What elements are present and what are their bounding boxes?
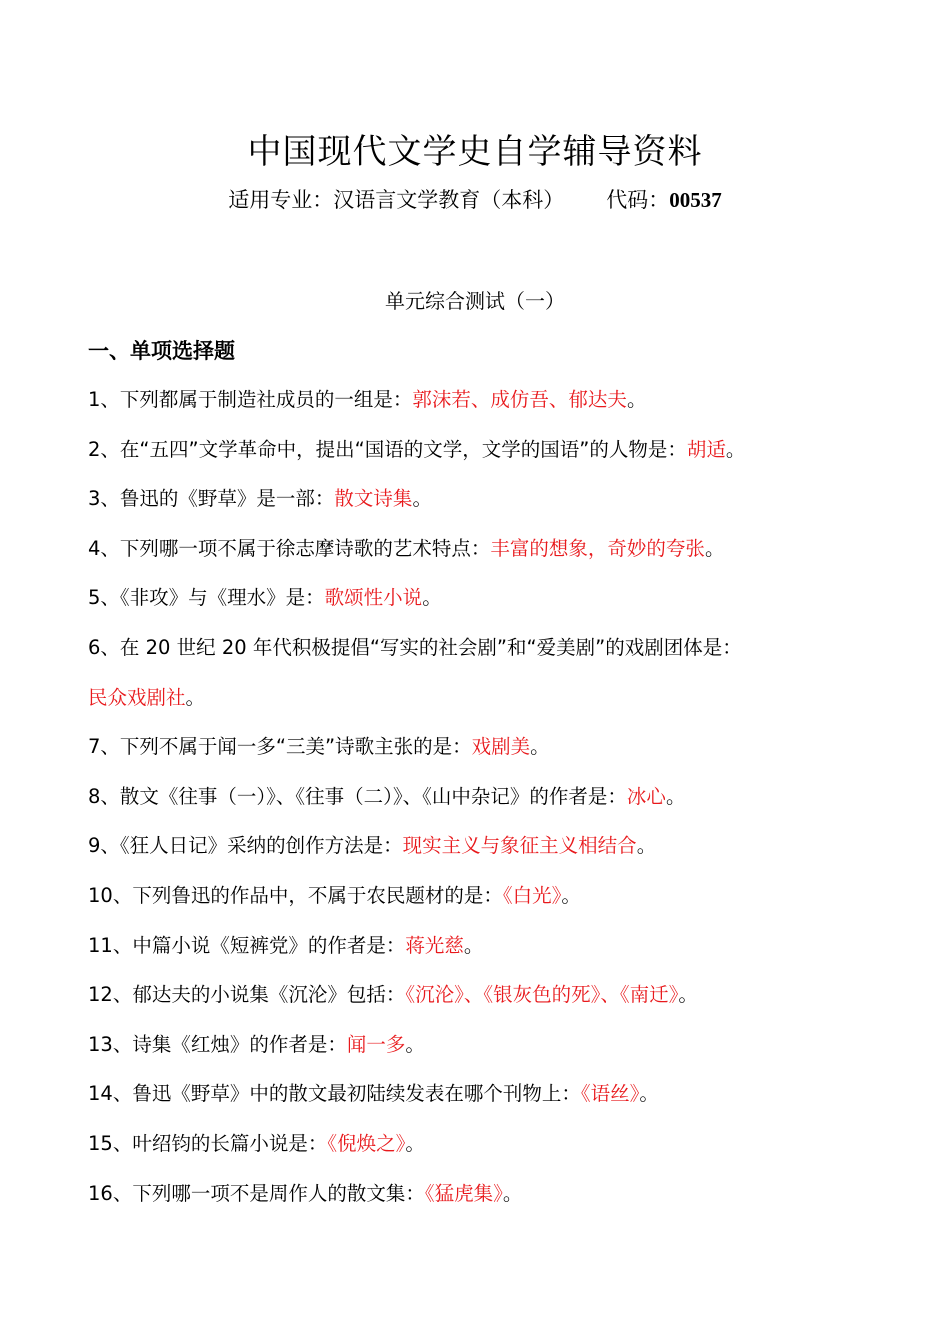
question-text: 2、在“五四”文学革命中，提出“国语的文学，文学的国语”的人物是：	[88, 437, 687, 461]
code-label: 代码：	[606, 188, 670, 212]
answer-text: 《猛虎集》	[424, 1181, 503, 1205]
answer-text: 闻一多	[346, 1032, 406, 1056]
question-item	[88, 435, 888, 485]
question-end: 。	[463, 933, 484, 957]
question-item	[88, 1030, 888, 1080]
question-end: 。	[405, 1032, 425, 1056]
question-item	[88, 980, 888, 1030]
major-label: 适用专业：汉语言文学教育（本科）	[228, 188, 565, 212]
question-end: 。	[405, 1131, 425, 1155]
question-item	[88, 732, 888, 782]
question-text: 16、下列哪一项不是周作人的散文集：	[88, 1181, 425, 1205]
question-end: 。	[185, 685, 206, 709]
question-item	[88, 1179, 888, 1229]
question-text: 5、《非攻》与《理水》是：	[88, 586, 325, 610]
question-end: 。	[665, 784, 686, 808]
question-text: 9、《狂人日记》采纳的创作方法是：	[88, 834, 403, 858]
answer-text: 散文诗集	[334, 487, 413, 511]
code-value: 00537	[669, 188, 722, 212]
answer-text: 冰心	[626, 784, 666, 808]
answer-text: 《白光》	[502, 883, 562, 907]
question-text: 14、鲁迅《野草》中的散文最初陆续发表在哪个刊物上：	[88, 1082, 581, 1106]
question-end: 。	[502, 1181, 523, 1205]
answer-text: 歌颂性小说	[324, 586, 423, 610]
question-item	[88, 1129, 888, 1179]
answer-text: 胡适	[686, 437, 726, 461]
question-item	[88, 931, 888, 981]
question-end: 。	[725, 437, 746, 461]
question-item	[88, 881, 888, 931]
question-item	[88, 385, 888, 435]
answer-text: 蒋光慈	[405, 933, 464, 957]
question-text: 1、下列都属于制造社成员的一组是：	[88, 388, 413, 411]
answer-text: 《语丝》	[580, 1082, 640, 1106]
question-text: 10、下列鲁迅的作品中，不属于农民题材的是：	[88, 883, 503, 907]
question-text: 4、下列哪一项不属于徐志摩诗歌的艺术特点：	[88, 536, 491, 560]
question-end: 。	[678, 983, 698, 1007]
question-item	[88, 484, 888, 534]
section-title: 一、单项选择题	[88, 339, 235, 363]
document-subtitle	[0, 184, 950, 214]
question-end: 。	[561, 883, 581, 907]
question-end: 。	[412, 487, 432, 511]
answer-text: 《沉沦》、《银灰色的死》、《南迁》	[405, 983, 679, 1007]
question-end: 。	[626, 388, 647, 411]
question-list	[88, 385, 888, 1228]
question-end: 。	[704, 536, 725, 560]
document-title: 中国现代文学史自学辅导资料	[247, 132, 703, 172]
question-item	[88, 633, 888, 683]
question-item	[88, 534, 888, 584]
answer-text: 郭沫若、成仿吾、郁达夫	[412, 388, 627, 411]
question-text: 12、郁达夫的小说集《沉沦》包括：	[88, 983, 406, 1007]
question-text: 13、诗集《红烛》的作者是：	[88, 1032, 347, 1056]
answer-text: 戏剧美	[471, 735, 531, 759]
question-item	[88, 1079, 888, 1129]
question-end: 。	[636, 834, 657, 858]
question-item	[88, 583, 888, 633]
answer-text: 民众戏剧社	[88, 685, 186, 709]
unit-title: 单元综合测试（一）	[385, 289, 565, 313]
question-end: 。	[422, 586, 442, 610]
question-item-continuation	[88, 683, 888, 733]
question-end: 。	[530, 735, 550, 759]
question-text: 11、中篇小说《短裤党》的作者是：	[88, 933, 406, 957]
answer-text: 丰富的想象，奇妙的夸张	[490, 536, 705, 560]
question-text: 15、叶绍钧的长篇小说是：	[88, 1131, 328, 1155]
answer-text: 《倪焕之》	[327, 1131, 406, 1155]
question-text: 8、散文《往事（一）》、《往事（二）》、《山中杂记》的作者是：	[88, 784, 627, 808]
question-text: 6、在 20 世纪 20 年代积极提倡“写实的社会剧”和“爱美剧”的戏剧团体是：	[88, 635, 742, 659]
answer-text: 现实主义与象征主义相结合	[402, 834, 637, 858]
question-end: 。	[639, 1082, 659, 1106]
question-item	[88, 831, 888, 881]
question-item	[88, 782, 888, 832]
question-text: 3、鲁迅的《野草》是一部：	[88, 487, 335, 511]
question-text: 7、下列不属于闻一多“三美”诗歌主张的是：	[88, 735, 472, 759]
